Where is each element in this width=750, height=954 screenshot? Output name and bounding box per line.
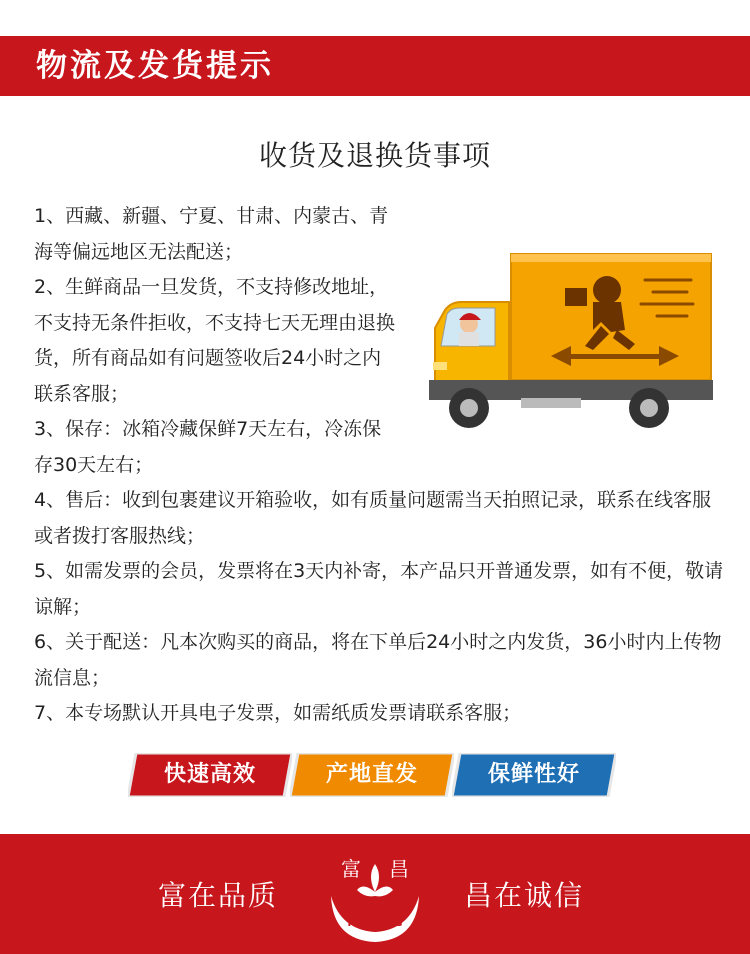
logo-text: FUCHANG [347, 918, 403, 929]
slogan-integrity: 昌在诚信 [464, 879, 585, 912]
header-banner [0, 36, 750, 96]
note-item-7: 7、本专场默认开具电子发票，如需纸质发票请联系客服； [34, 702, 522, 724]
badge-fast [128, 753, 292, 797]
note-item-2: 2、生鲜商品一旦发货，不支持修改地址，不支持无条件拒收，不支持七天无理由退换货，所有商品如有问题签收后24小时之内联系客服； [34, 276, 396, 405]
section-title: 收货及退换货事项 [258, 139, 491, 172]
delivery-truck-illustration [425, 250, 715, 438]
note-item-5: 5、如需发票的会员，发票将在3天内补寄，本产品只开普通发票，如有不便，敬请谅解； [34, 560, 724, 618]
note-item-6: 6、关于配送：凡本次购买的商品，将在下单后24小时之内发货，36小时内上传物流信息； [34, 631, 722, 689]
footer-banner [0, 834, 750, 954]
slogan-quality: 富在品质 [158, 879, 279, 912]
note-item-3: 3、保存：冰箱冷藏保鲜7天左右，冷冻保存30天左右； [34, 418, 382, 476]
logo-char-left: 富 [341, 857, 361, 881]
feature-badges [128, 753, 618, 797]
note-item-4: 4、售后：收到包裹建议开箱验收，如有质量问题需当天拍照记录，联系在线客服或者拨打客服热线； [34, 489, 712, 547]
badge-fast-label: 快速高效 [163, 762, 256, 787]
badge-fresh-label: 保鲜性好 [487, 762, 580, 787]
badge-origin [290, 753, 454, 797]
badge-fresh [452, 753, 616, 797]
note-item-1: 1、西藏、新疆、宁夏、甘肃、内蒙古、青海等偏远地区无法配送； [34, 205, 389, 263]
fuchang-logo [323, 852, 427, 952]
page-title: 物流及发货提示 [36, 48, 274, 84]
logo-char-right: 昌 [389, 857, 409, 881]
badge-origin-label: 产地直发 [325, 762, 418, 787]
